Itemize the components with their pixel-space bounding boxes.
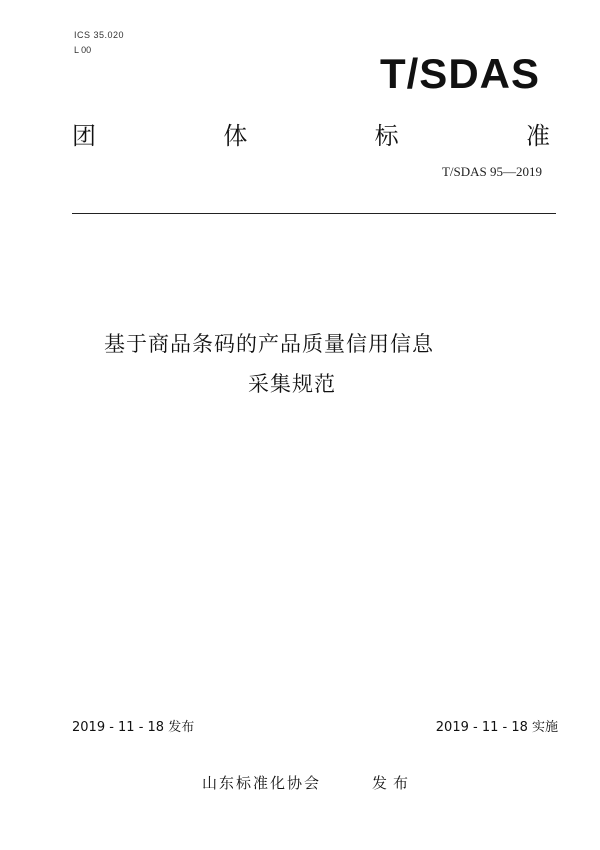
standard-type-heading	[72, 116, 550, 151]
ics-code: ICS 35.020	[74, 30, 125, 40]
issued-label: 发布	[372, 774, 415, 792]
standard-type-char: 团	[72, 122, 96, 150]
document-title-line-1: 基于商品条码的产品质量信用信息	[104, 332, 434, 356]
ccs-code: L 00	[74, 45, 92, 55]
publish-date: 2019 - 11 - 18 发布	[72, 720, 195, 735]
header-divider	[72, 213, 556, 214]
standard-type-char: 体	[223, 122, 248, 150]
standard-logo: T/SDAS	[379, 50, 540, 97]
publisher-name: 山东标准化协会	[202, 774, 322, 792]
standard-type-char: 标	[374, 122, 399, 150]
standard-number: T/SDAS 95—2019	[441, 164, 542, 179]
standard-type-char: 准	[525, 122, 550, 150]
implementation-date: 2019 - 11 - 18 实施	[435, 720, 558, 735]
document-title-line-2: 采集规范	[248, 372, 336, 396]
